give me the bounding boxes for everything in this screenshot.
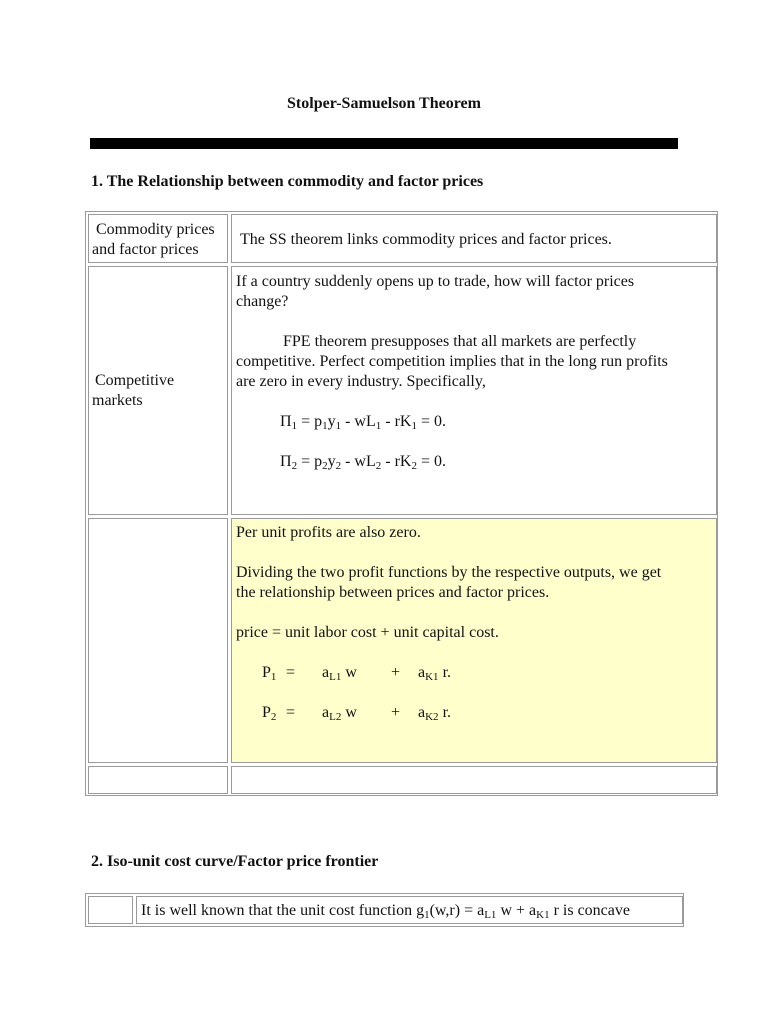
price-equation-2: P2 bbox=[262, 704, 277, 723]
iso-unit-cost-table bbox=[85, 893, 684, 927]
profit-equation-2: Π2 = p2y2 - wL2 - rK2 = 0. bbox=[280, 453, 446, 472]
document-title: Stolper-Samuelson Theorem bbox=[287, 95, 481, 112]
row2-question-line1: If a country suddenly opens up to trade, how will factor prices bbox=[236, 273, 635, 290]
row1-label-cell bbox=[88, 214, 228, 263]
unit-cost-sentence: It is well known that the unit cost function g1(w,r) = aL1 w + aK1 r is concave bbox=[141, 902, 630, 921]
row4-content-cell bbox=[231, 766, 717, 794]
section-1-heading: 1. The Relationship between commodity and factor prices bbox=[91, 173, 484, 190]
title-rule bbox=[90, 138, 678, 149]
row2-para-line2: competitive. Perfect competition implies that in the long run profits bbox=[236, 353, 668, 370]
row4-label-cell bbox=[88, 766, 228, 794]
relationship-table bbox=[85, 211, 718, 796]
row1-label-line2: and factor prices bbox=[92, 241, 199, 258]
section2-content-cell bbox=[136, 896, 683, 924]
profit-equation-1: Π1 = p1y1 - wL1 - rK1 = 0. bbox=[280, 413, 446, 432]
section-2-heading: 2. Iso-unit cost curve/Factor price frontier bbox=[91, 853, 379, 870]
price-equation-2-capital: aK2 r. bbox=[418, 704, 452, 723]
row1-content-cell bbox=[231, 214, 717, 263]
row3-line3: the relationship between prices and factor prices. bbox=[236, 584, 550, 601]
price-equation-1-capital: aK1 r. bbox=[418, 664, 452, 683]
price-equation-1-labor: aL1 w bbox=[322, 664, 357, 683]
row3-content-cell bbox=[231, 518, 717, 763]
row3-line1: Per unit profits are also zero. bbox=[236, 524, 421, 541]
row3-line4: price = unit labor cost + unit capital cost. bbox=[236, 624, 499, 641]
row1-text: The SS theorem links commodity prices and factor prices. bbox=[240, 231, 612, 248]
row2-para-line1: FPE theorem presupposes that all markets are perfectly bbox=[283, 333, 637, 350]
price-equation-2-labor: aL2 w bbox=[322, 704, 357, 723]
row1-label-line1: Commodity prices bbox=[96, 221, 215, 238]
price-equation-2-plus: + bbox=[391, 704, 401, 721]
row2-question-line2: change? bbox=[236, 293, 289, 310]
row2-label-line1: Competitive bbox=[95, 372, 175, 389]
price-equation-1-equals: = bbox=[286, 664, 296, 681]
section2-label-cell bbox=[88, 896, 133, 924]
row2-label-line2: markets bbox=[92, 392, 143, 409]
pi-symbol: Π bbox=[280, 453, 292, 470]
row2-para-line3: are zero in every industry. Specifically, bbox=[236, 373, 486, 390]
price-equation-2-equals: = bbox=[286, 704, 296, 721]
row2-label-cell bbox=[88, 266, 228, 515]
row3-line2: Dividing the two profit functions by the respective outputs, we get bbox=[236, 564, 662, 581]
price-equation-1: P1 bbox=[262, 664, 277, 683]
row2-content-cell bbox=[231, 266, 717, 515]
row3-label-cell bbox=[88, 518, 228, 763]
price-equation-1-plus: + bbox=[391, 664, 401, 681]
pi-symbol: Π bbox=[280, 413, 292, 430]
